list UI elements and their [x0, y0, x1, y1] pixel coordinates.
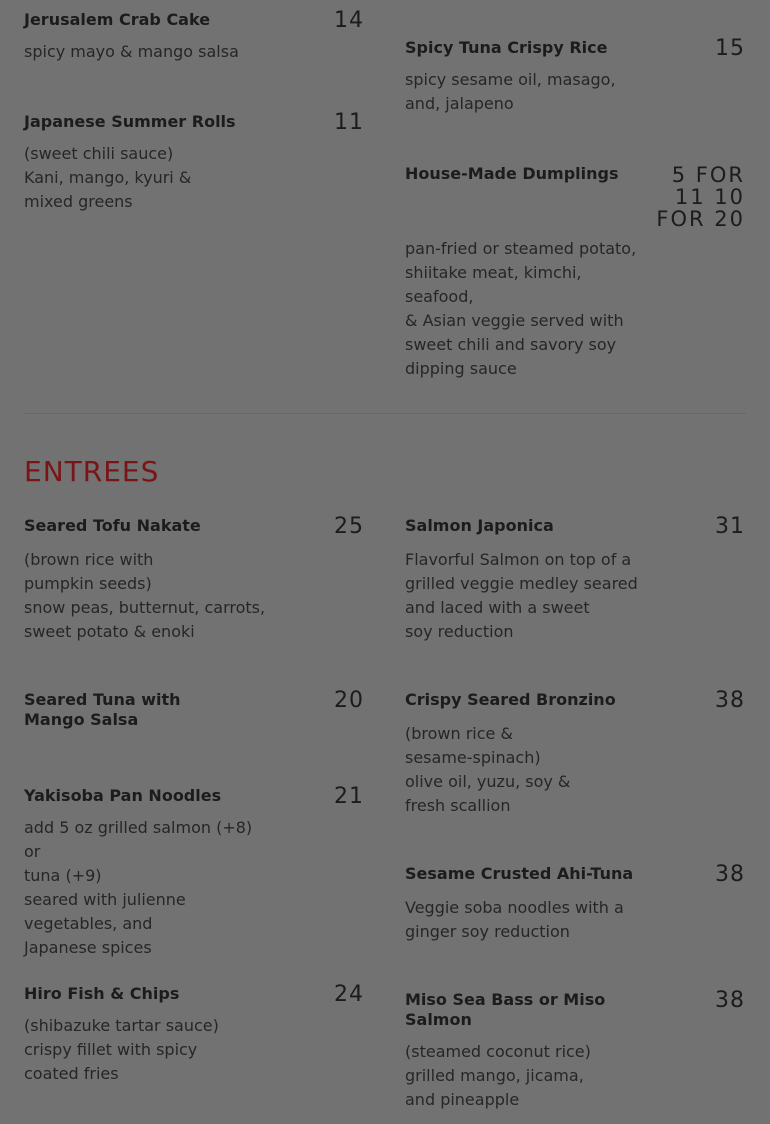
item-name: Yakisoba Pan Noodles — [24, 786, 222, 805]
item-name: House-Made Dumplings — [405, 164, 619, 183]
item-description: (steamed coconut rice) grilled mango, jicama, and pineapple — [405, 1042, 591, 1109]
item-name: Japanese Summer Rolls — [24, 112, 236, 131]
item-description: (sweet chili sauce) Kani, mango, kyuri & mixed greens — [24, 144, 192, 211]
item-description: Veggie soba noodles with a ginger soy reduction — [405, 898, 624, 941]
item-price: 20 — [334, 688, 364, 713]
item-description: spicy mayo & mango salsa — [24, 42, 239, 61]
menu-item — [405, 864, 745, 944]
menu-item — [405, 516, 745, 644]
item-name: Salmon Japonica — [405, 516, 554, 535]
item-price: 5 FOR 11 10 FOR 20 — [656, 163, 745, 231]
item-price: 25 — [334, 514, 364, 539]
item-name: Hiro Fish & Chips — [24, 984, 180, 1003]
item-description: Flavorful Salmon on top of a grilled veggie medley seared and laced with a sweet soy reduction — [405, 550, 638, 641]
item-name: Seared Tofu Nakate — [24, 516, 201, 535]
item-price: 38 — [715, 988, 745, 1013]
item-price: 15 — [715, 36, 745, 61]
item-name: Seared Tuna with Mango Salsa — [24, 690, 181, 729]
item-price: 38 — [715, 862, 745, 887]
item-price: 21 — [334, 784, 364, 809]
item-price: 24 — [334, 982, 364, 1007]
item-name: Spicy Tuna Crispy Rice — [405, 38, 608, 57]
item-description: (shibazuke tartar sauce) crispy fillet with spicy coated fries — [24, 1016, 219, 1083]
menu-item — [405, 38, 745, 116]
item-description: (brown rice & sesame-spinach) olive oil, yuzu, soy & fresh scallion — [405, 724, 571, 815]
item-name: Crispy Seared Bronzino — [405, 690, 616, 709]
item-name: Miso Sea Bass or Miso Salmon — [405, 990, 606, 1029]
menu-item — [405, 164, 745, 381]
item-price: 38 — [715, 688, 745, 713]
item-name: Jerusalem Crab Cake — [24, 10, 211, 29]
item-price: 31 — [715, 514, 745, 539]
menu-item — [24, 984, 364, 1086]
section-divider — [24, 413, 746, 414]
menu-item — [405, 990, 745, 1112]
item-description: pan-fried or steamed potato, shiitake meat, kimchi, seafood, & Asian veggie served with sweet chili and savory soy dipping sauce — [405, 239, 637, 378]
menu-item — [24, 690, 364, 730]
menu-item — [24, 112, 364, 214]
item-name: Sesame Crusted Ahi-Tuna — [405, 864, 634, 883]
item-description: spicy sesame oil, masago, and, jalapeno — [405, 70, 616, 113]
item-price: 14 — [334, 8, 364, 33]
item-price: 11 — [334, 110, 364, 135]
section-title-entrees: ENTREES — [24, 455, 160, 488]
menu-item — [24, 10, 364, 64]
item-description: (brown rice with pumpkin seeds) snow peas, butternut, carrots, sweet potato & enoki — [24, 550, 266, 641]
menu-item — [405, 690, 745, 818]
menu-item — [24, 516, 364, 644]
item-description: add 5 oz grilled salmon (+8) or tuna (+9) seared with julienne vegetables, and Japanese spices — [24, 818, 253, 957]
menu-item — [24, 786, 364, 960]
